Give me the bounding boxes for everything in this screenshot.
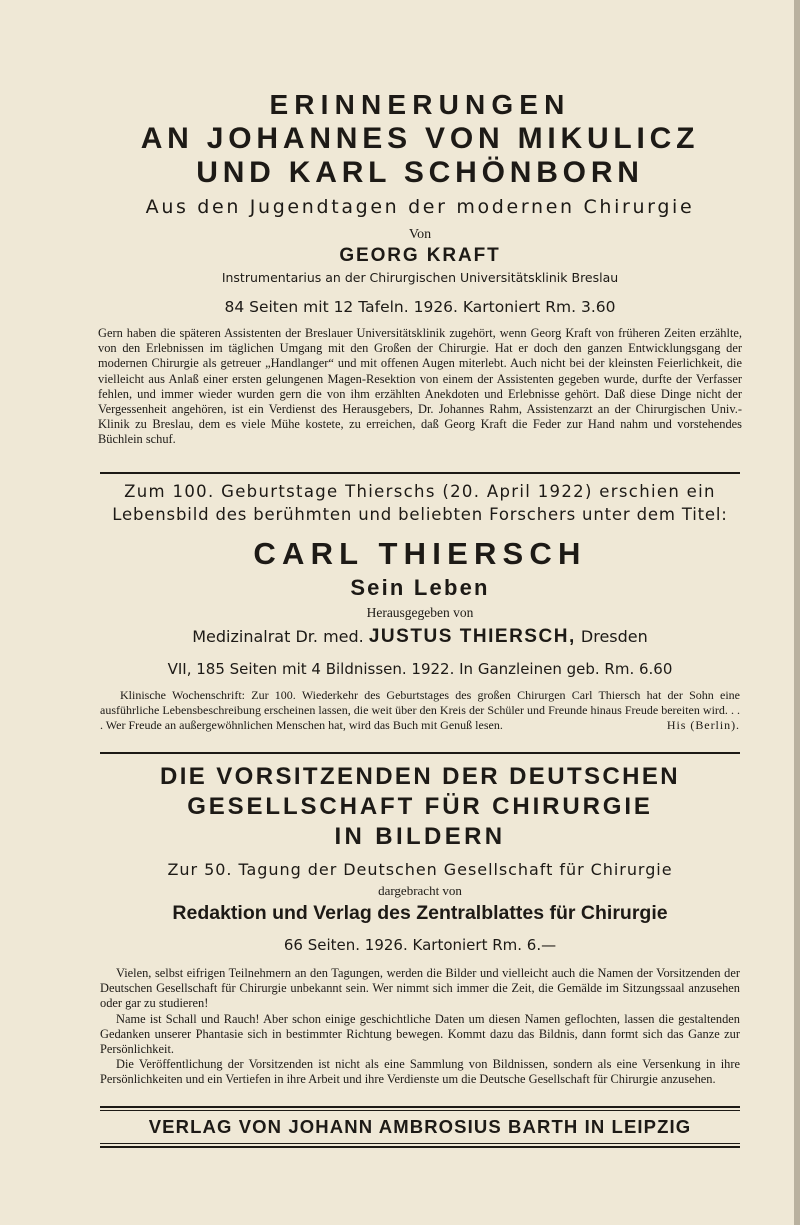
title-line-1: ERINNERUNGEN	[269, 89, 571, 120]
advertisement-page	[100, 0, 740, 1225]
title-line-1: DIE VORSITZENDEN DER DEUTSCHEN	[159, 763, 681, 790]
intro-line-2: Lebensbild des berühmten und beliebten Forschers unter dem Titel:	[112, 505, 728, 524]
book-details: 84 Seiten mit 12 Tafeln. 1926. Kartoniert Rm. 3.60	[224, 298, 616, 316]
editor-line	[100, 624, 740, 650]
title-line-3: UND KARL SCHÖNBORN	[196, 156, 644, 189]
paragraph-3: Die Veröffentlichung der Vorsitzenden ist nicht als eine Sammlung von Bildnissen, sondern als eine Versenkung in ihre Persönlichkeiten und ein Vertiefen in ihre Arbeit und ihre Verdienste um die Deutsche Gesellschaft für Chirurgie anzusehen.	[100, 1057, 740, 1087]
paragraph-2: Name ist Schall und Rauch! Aber schon einige geschichtliche Daten um diesen Namen geflochten, lassen die gestaltenden Gedanken unserer Phantasie sich in bestimmter Richtung bewegen. Kommt dazu das Bildnis, dann formt sich das Ganze zur Persönlichkeit.	[100, 1011, 740, 1057]
footer-rules-top	[100, 1106, 740, 1111]
title-line-2: AN JOHANNES VON MIKULICZ	[140, 122, 700, 155]
title-line-2: GESELLSCHAFT FÜR CHIRURGIE	[187, 793, 653, 820]
divider-1	[100, 472, 740, 474]
review-text: Klinische Wochenschrift: Zur 100. Wiederkehr des Geburtstages des großen Chirurgen Carl Thiersch hat der Sohn eine ausführliche Lebensbeschreibung erscheinen lassen, die weit über den Kreis der Schüler und Freunde hinaus Freude bereiten wird. . . . Wer Freude an außergewöhnlichen Menschen hat, wird das Buch mit Genuß lesen.	[100, 688, 740, 733]
title-line-3: IN BILDERN	[334, 823, 506, 850]
page-edge-shadow	[794, 0, 800, 1225]
intro-line-1: Zum 100. Geburtstage Thierschs (20. April 1922) erschien ein	[124, 482, 716, 501]
publisher-line: Redaktion und Verlag des Zentralblattes für Chirurgie	[172, 902, 668, 924]
book-thiersch	[100, 480, 740, 734]
review-source: His (Berlin).	[666, 718, 740, 733]
book-kraft	[100, 88, 740, 448]
book-subtitle: Sein Leben	[350, 575, 490, 600]
publisher-footer: VERLAG VON JOHANN AMBROSIUS BARTH IN LEIPZIG	[148, 1116, 692, 1137]
subtitle: Aus den Jugendtagen der modernen Chirurgie	[145, 196, 695, 218]
book-details: 66 Seiten. 1926. Kartoniert Rm. 6.—	[283, 936, 557, 954]
von-label: Von	[408, 227, 432, 242]
divider-2	[100, 752, 740, 754]
book-description: Gern haben die späteren Assistenten der Breslauer Universitätsklinik zugehört, wenn Georg Kraft von früheren Zeiten erzählte, von den Erlebnissen im täglichen Umgang mit den Großen der Chirurgie. Hat er doch den ganzen Entwicklungsgang der modernen Chirurgie als getreuer „Handlanger“ und mit offenen Augen miterlebt. Auch nicht bei der kleinsten Feierlichkeit, die vielleicht aus Anlaß einer ersten gelungenen Magen-Resektion von einem der Assistenten gegeben wurde, durfte der Verfasser fehlen, und immer wieder wurden gern die von ihm erzählten Anekdoten und Erlebnisse gehört. Daß diese Dinge nicht der Vergessenheit angehören, ist ein Verdienst des Herausgebers, Dr. Johannes Rahm, Assistenzarzt an der Chirurgischen Univ.-Klinik zu Breslau, dem es viele Mühe kostete, zu erreichen, daß Georg Kraft die Feder zur Hand nahm und vorstehendes Büchlein schuf.	[98, 326, 742, 447]
book-review	[100, 688, 740, 734]
editor-city: Dresden	[580, 627, 648, 646]
author-name: GEORG KRAFT	[339, 245, 501, 266]
book-description	[100, 966, 740, 1088]
footer-rules-bottom	[100, 1143, 740, 1148]
paragraph-1: Vielen, selbst eifrigen Teilnehmern an den Tagungen, werden die Bilder und vielleicht auch die Namen der Vorsitzenden der Deutschen Gesellschaft für Chirurgie unbekannt sein. Wer nimmt sich immer die Zeit, die Gemälde im Sitzungssaal anzusehen oder gar zu studieren!	[100, 966, 740, 1011]
occasion: Zur 50. Tagung der Deutschen Gesellschaft für Chirurgie	[167, 860, 673, 879]
book-vorsitzenden	[100, 762, 740, 1088]
book-details: VII, 185 Seiten mit 4 Bildnissen. 1922. In Ganzleinen geb. Rm. 6.60	[167, 660, 673, 678]
editor-name: JUSTUS THIERSCH,	[368, 626, 576, 647]
book-title: CARL THIERSCH	[253, 536, 587, 571]
author-role: Instrumentarius an der Chirurgischen Universitätsklinik Breslau	[221, 270, 619, 285]
editor-prefix: Medizinalrat Dr. med.	[192, 627, 364, 646]
editor-label: Herausgegeben von	[366, 605, 474, 620]
dargebracht-label: dargebracht von	[378, 883, 462, 898]
